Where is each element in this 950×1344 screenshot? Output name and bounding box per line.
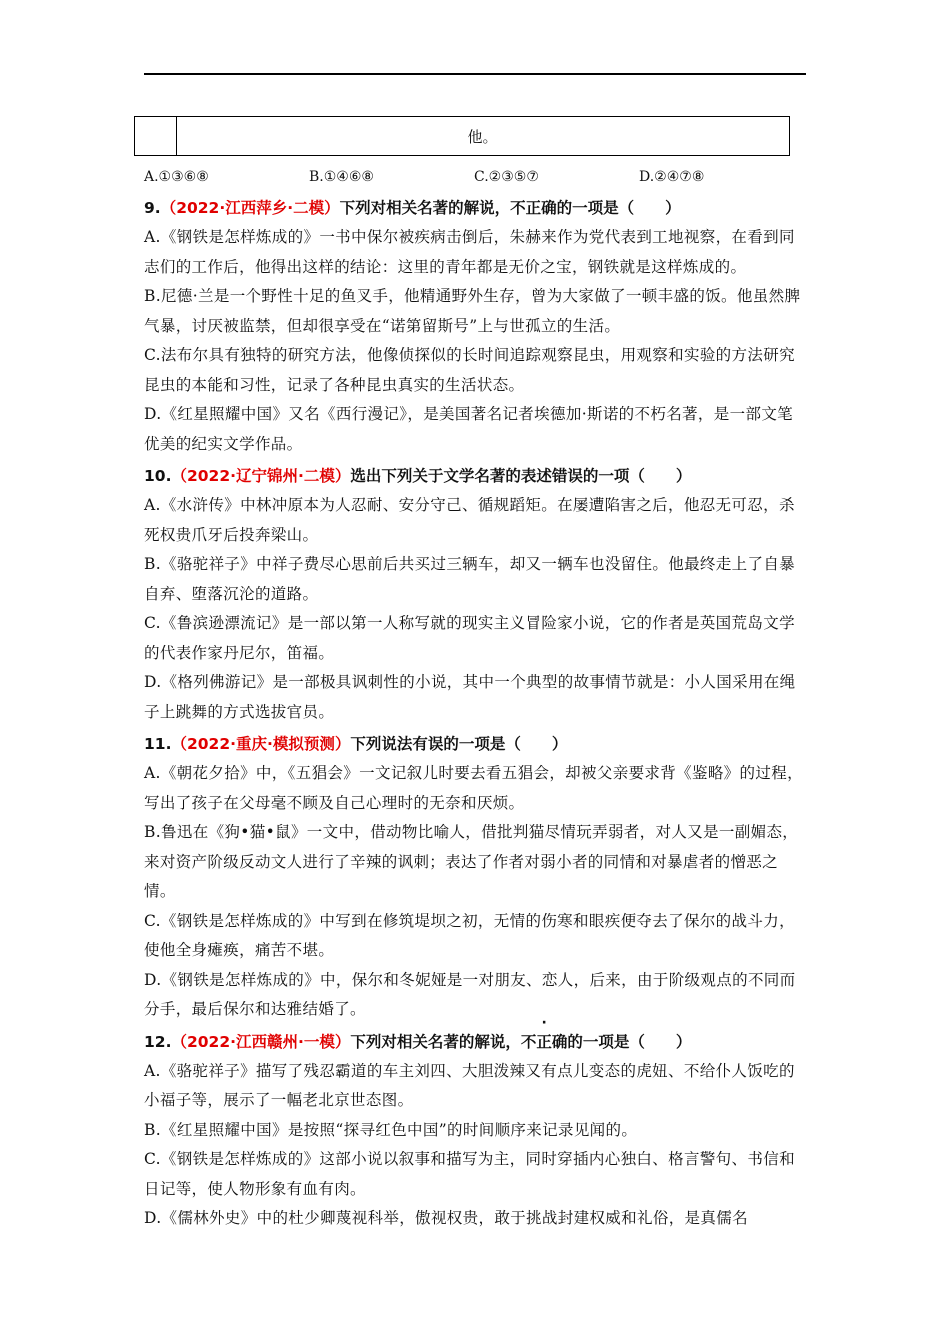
question-source: （2022·辽宁锦州·二模） (171, 467, 351, 485)
option-c: C.《钢铁是怎样炼成的》中写到在修筑堤坝之初，无情的伤寒和眼疾便夺去了保尔的战斗力，使他全身瘫痪，痛苦不堪。 (144, 911, 795, 959)
question-number: 12. (144, 1032, 172, 1051)
question-number: 10. (144, 467, 172, 485)
question-10 (144, 461, 806, 727)
option-b: B.《红星照耀中国》是按照“探寻红色中国”的时间顺序来记录见闻的。 (144, 1120, 638, 1139)
stem-text: 下列对相关名著的解说， (350, 1032, 521, 1051)
question-9 (144, 193, 806, 459)
question-stem (144, 1027, 806, 1057)
question-12 (144, 1027, 806, 1234)
q8-option-a: A.①③⑥⑧ (144, 169, 209, 185)
header-rule (144, 73, 806, 75)
q8-option-c: C.②③⑤⑦ (474, 169, 539, 185)
option-c: C.《鲁滨逊漂流记》是一部以第一人称写就的现实主义冒险家小说，它的作者是英国荒岛文学的代表作家丹尼尔，笛福。 (144, 614, 795, 662)
stem-text: 选出下列关于文学名著的表述错误的一项（ ） (350, 467, 692, 485)
question-source: （2022·江西赣州·一模） (171, 1032, 351, 1051)
option-b: B.《骆驼祥子》中祥子费尽心思前后共买过三辆车，却又一辆车也没留住。他最终走上了自暴自弃、堕落沉沦的道路。 (144, 555, 796, 603)
stem-text-end: 的一项是（ ） (567, 1032, 692, 1051)
q8-options (144, 163, 806, 191)
option-d: D.《儒林外史》中的杜少卿蔑视科举，傲视权贵，敢于挑战封建权威和礼俗，是真儒名 (144, 1209, 748, 1227)
question-stem (144, 193, 806, 223)
question-stem (144, 461, 806, 491)
option-b: B.鲁迅在《狗•猫•鼠》一文中，借动物比喻人，借批判猫尽情玩弄弱者，对人又是一副媚态，来对资产阶级反动文人进行了辛辣的讽刺；表达了作者对弱小者的同情和对暴虐者的憎恶之情。 (144, 823, 799, 900)
table-fragment (134, 116, 790, 156)
option-a: A.《水浒传》中林冲原本为人忍耐、安分守己、循规蹈矩。在屡遭陷害之后，他忍无可忍，杀死权贵爪牙后投奔梁山。 (144, 496, 795, 544)
option-b: B.尼德·兰是一个野性十足的鱼叉手，他精通野外生存，曾为大家做了一顿丰盛的饭。他虽然脾气暴，讨厌被监禁，但却很享受在“诺第留斯号”上与世孤立的生活。 (144, 287, 801, 335)
stem-text: 下列对相关名著的解说， (339, 199, 511, 217)
option-c: C.法布尔具有独特的研究方法，他像侦探似的长时间追踪观察昆虫，用观察和实验的方法研究昆虫的本能和习性，记录了各种昆虫真实的生活状态。 (144, 346, 795, 394)
question-stem (144, 729, 806, 759)
option-d: D.《钢铁是怎样炼成的》中，保尔和冬妮娅是一对朋友、恋人，后来，由于阶级观点的不同而分手，最后保尔和达雅结婚了。 (144, 970, 796, 1018)
q8-option-b: B.①④⑥⑧ (309, 169, 374, 185)
stem-text-end: 不正确的一项是（ ） (510, 199, 681, 217)
question-source: （2022·重庆·模拟预测） (171, 735, 351, 753)
question-source: （2022·江西萍乡·二模） (160, 199, 340, 217)
option-d: D.《格列佛游记》是一部极具讽刺性的小说，其中一个典型的故事情节就是：小人国采用在绳子上跳舞的方式选拔官员。 (144, 673, 796, 721)
q8-option-d: D.②④⑦⑧ (639, 169, 705, 185)
question-11 (144, 729, 806, 1025)
question-number: 11. (144, 735, 172, 753)
option-a: A.《钢铁是怎样炼成的》一书中保尔被疾病击倒后，朱赫来作为党代表到工地视察，在看到同志们的工作后，他得出这样的结论：这里的青年都是无价之宝，钢铁就是这样炼成的。 (144, 228, 795, 276)
table-left-cell (135, 117, 177, 155)
option-a: A.《骆驼祥子》描写了残忍霸道的车主刘四、大胆泼辣又有点儿变态的虎妞、不给仆人饭吃的小福子等，展示了一幅老北京世态图。 (144, 1061, 795, 1109)
stem-text: 下列说法有误的一项是（ ） (350, 735, 568, 753)
option-a: A.《朝花夕拾》中，《五猖会》一文记叙儿时要去看五猖会，却被父亲要求背《鉴略》的过程，写出了孩子在父母毫不顾及自己心理时的无奈和厌烦。 (144, 764, 803, 812)
table-cell-text: 他。 (467, 127, 498, 146)
question-number: 9. (144, 199, 161, 217)
option-c: C.《钢铁是怎样炼成的》这部小说以叙事和描写为主，同时穿插内心独白、格言警句、书信和日记等，使人物形象有血有肉。 (144, 1150, 795, 1198)
page-content (144, 163, 806, 1234)
emphasis-dotted-text: 不正确 (520, 1032, 568, 1051)
option-d: D.《红星照耀中国》又名《西行漫记》，是美国著名记者埃德加·斯诺的不朽名著，是一部文笔优美的纪实文学作品。 (144, 405, 794, 453)
